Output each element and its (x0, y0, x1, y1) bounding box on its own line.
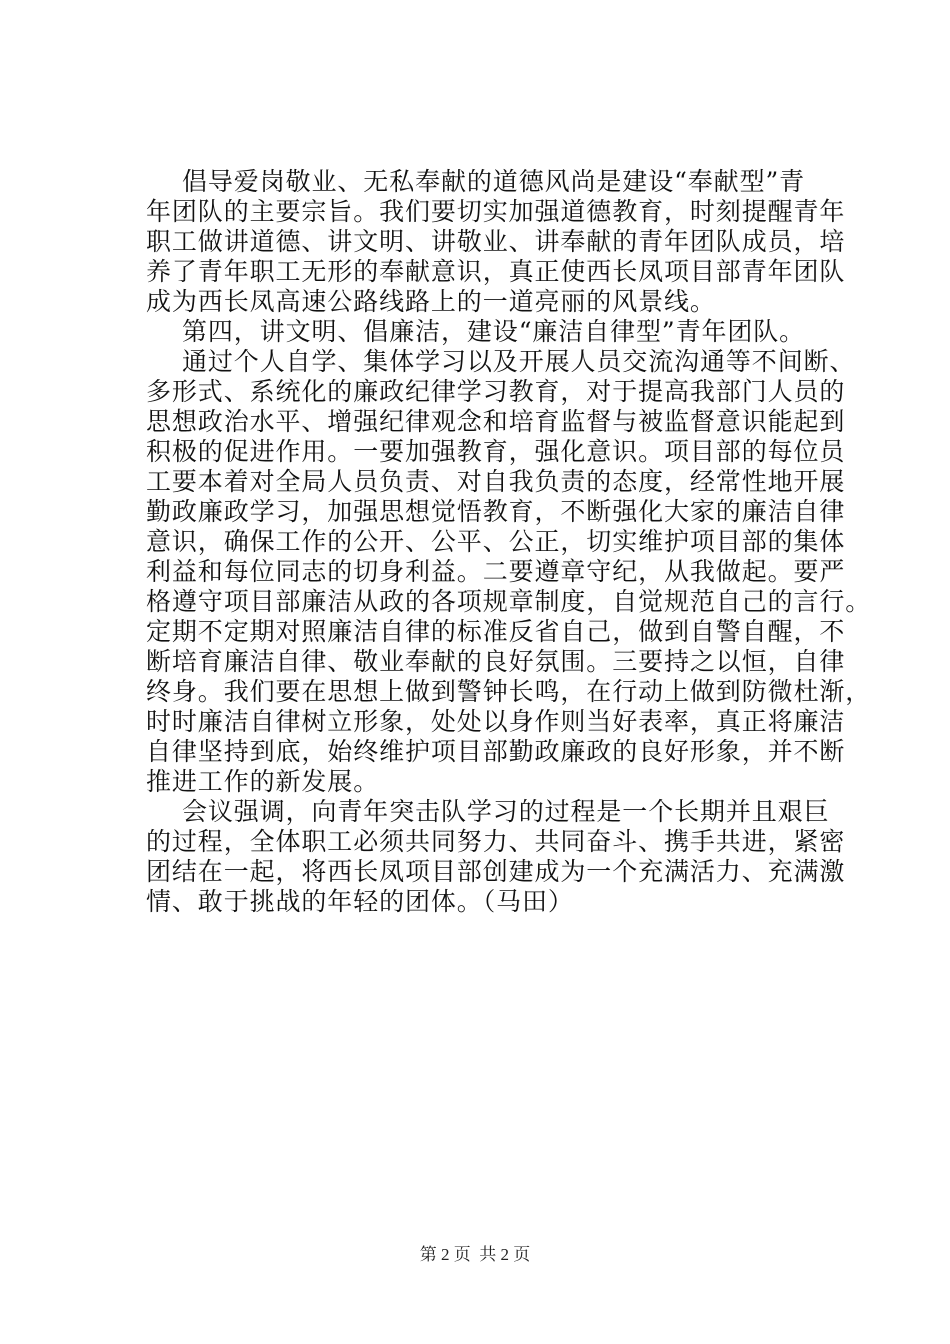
text-line: 格遵守项目部廉洁从政的各项规章制度，自觉规范自己的言行。 (146, 587, 872, 616)
document-body (146, 167, 872, 917)
text-line: 终身。我们要在思想上做到警钟长鸣，在行动上做到防微杜渐， (146, 677, 872, 706)
text-line: 会议强调，向青年突击队学习的过程是一个长期并且艰巨 (182, 797, 830, 826)
text-line: 自律坚持到底，始终维护项目部勤政廉政的良好形象，并不断 (146, 737, 846, 766)
text-line: 工要本着对全局人员负责、对自我负责的态度，经常性地开展 (146, 467, 846, 496)
text-line: 勤政廉政学习，加强思想觉悟教育，不断强化大家的廉洁自律 (146, 497, 846, 526)
text-line: 定期不定期对照廉洁自律的标准反省自己，做到自警自醒，不 (146, 617, 846, 646)
text-line: 积极的促进作用。一要加强教育，强化意识。项目部的每位员 (146, 437, 846, 466)
page-number: 第 2 页 共 2 页 (419, 1245, 531, 1264)
text-line: 思想政治水平、增强纪律观念和培育监督与被监督意识能起到 (146, 407, 846, 436)
text-line: 的过程，全体职工必须共同努力、共同奋斗、携手共进，紧密 (146, 827, 846, 856)
text-line: 断培育廉洁自律、敬业奉献的良好氛围。三要持之以恒，自律 (146, 647, 846, 676)
text-line: 成为西长凤高速公路线路上的一道亮丽的风景线。 (146, 287, 716, 316)
text-line: 年团队的主要宗旨。我们要切实加强道德教育，时刻提醒青年 (146, 197, 846, 226)
text-line: 意识，确保工作的公开、公平、公正，切实维护项目部的集体 (146, 527, 846, 556)
text-line: 推进工作的新发展。 (146, 767, 380, 796)
text-line: 利益和每位同志的切身利益。二要遵章守纪，从我做起。要严 (146, 557, 846, 586)
section-heading: 第四，讲文明、倡廉洁，建设“廉洁自律型”青年团队。 (182, 317, 806, 346)
text-line: 通过个人自学、集体学习以及开展人员交流沟通等不间断、 (182, 347, 856, 376)
text-line: 职工做讲道德、讲文明、讲敬业、讲奉献的青年团队成员，培 (146, 227, 846, 256)
page-footer (0, 1244, 950, 1266)
text-line: 养了青年职工无形的奉献意识，真正使西长凤项目部青年团队 (146, 257, 846, 286)
text-line: 情、敢于挑战的年轻的团体。（马田） (146, 887, 574, 916)
text-line: 时时廉洁自律树立形象，处处以身作则当好表率，真正将廉洁 (146, 707, 846, 736)
text-line: 倡导爱岗敬业、无私奉献的道德风尚是建设“奉献型”青 (182, 167, 806, 196)
text-line: 多形式、系统化的廉政纪律学习教育，对于提高我部门人员的 (146, 377, 846, 406)
text-line: 团结在一起，将西长凤项目部创建成为一个充满活力、充满激 (146, 857, 846, 886)
